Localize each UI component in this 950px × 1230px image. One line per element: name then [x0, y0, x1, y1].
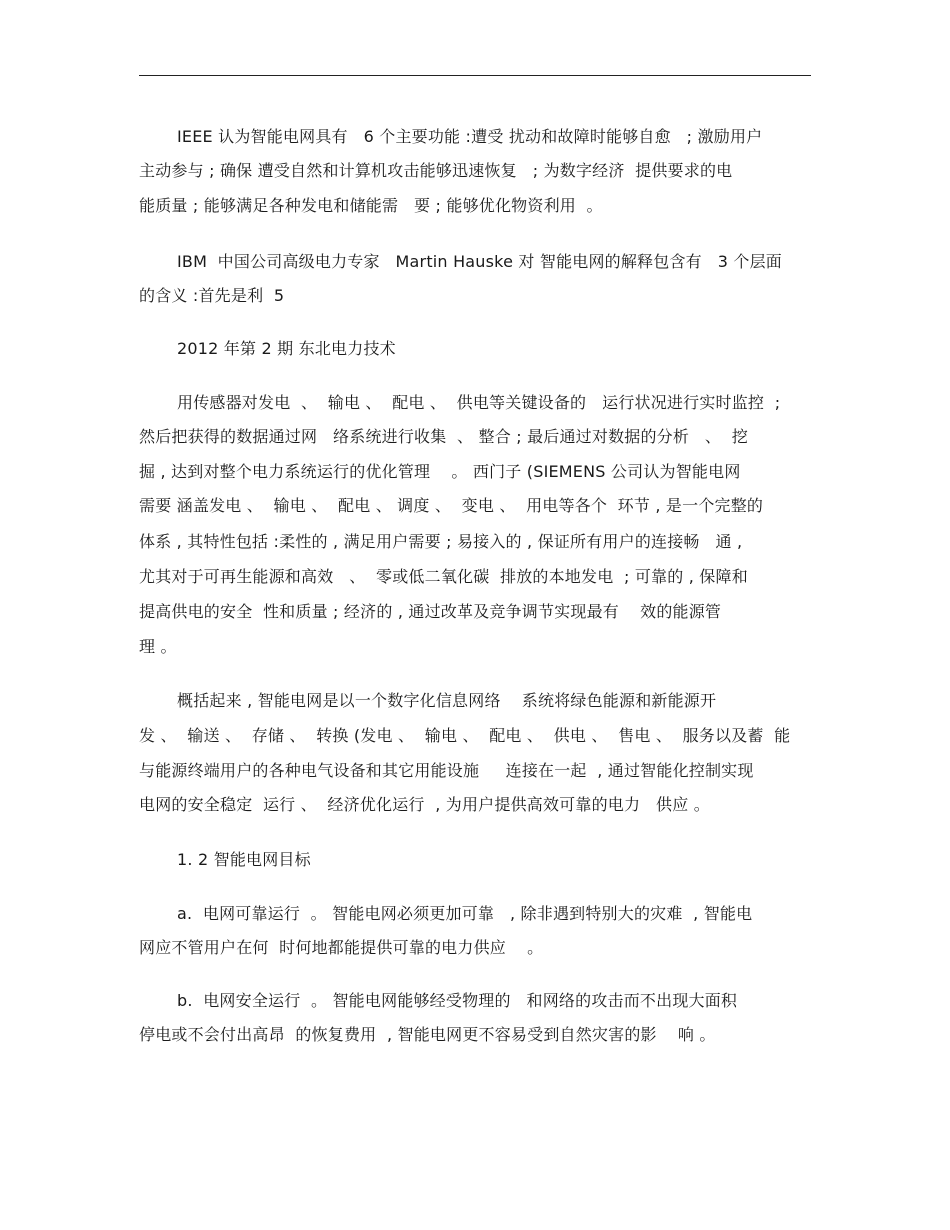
paragraph-line: 网应不管用户在何 时何地都能提供可靠的电力供应 。	[139, 938, 544, 957]
paragraph-line: 需要 涵盖发电 、 输电 、 配电 、 调度 、 变电 、 用电等各个 环节 , 是一个完整的	[139, 496, 764, 515]
paragraph-line: 2012 年第 2 期 东北电力技术	[177, 339, 396, 358]
paragraph-line: 尤其对于可再生能源和高效 、 零或低二氧化碳 排放的本地发电 ; 可靠的 , 保障和	[139, 567, 748, 586]
paragraph-line: 提高供电的安全 性和质量 ; 经济的 , 通过改革及竞争调节实现最有 效的能源管	[139, 602, 722, 621]
paragraph-line: IEEE 认为智能电网具有 6 个主要功能 :遭受 扰动和故障时能够自愈 ; 激励用户	[177, 127, 763, 146]
paragraph-line: 用传感器对发电 、 输电 、 配电 、 供电等关键设备的 运行状况进行实时监控 ;	[177, 393, 781, 412]
paragraph-line: a. 电网可靠运行 。 智能电网必须更加可靠 , 除非遇到特别大的灾难 , 智能电	[177, 904, 753, 923]
paragraph-line: 发 、 输送 、 存储 、 转换 (发电 、 输电 、 配电 、 供电 、 售电 、 服务以及蓄 能	[139, 726, 791, 745]
header-rule	[139, 75, 811, 76]
paragraph-line: 与能源终端用户的各种电气设备和其它用能设施 连接在一起 , 通过智能化控制实现	[139, 761, 754, 780]
paragraph-line: 停电或不会付出高昂 的恢复费用 , 智能电网更不容易受到自然灾害的影 响 。	[139, 1025, 716, 1044]
paragraph-line: 能质量 ; 能够满足各种发电和储能需 要 ; 能够优化物资利用 。	[139, 196, 603, 215]
paragraph-line: IBM 中国公司高级电力专家 Martin Hauske 对 智能电网的解释包含有 3 个层面	[177, 252, 783, 271]
paragraph-line: 掘 , 达到对整个电力系统运行的优化管理 。 西门子 (SIEMENS 公司认为智能电网	[139, 462, 741, 481]
paragraph-line: 概括起来 , 智能电网是以一个数字化信息网络 系统将绿色能源和新能源开	[177, 691, 717, 710]
paragraph-line: 电网的安全稳定 运行 、 经济优化运行 , 为用户提供高效可靠的电力 供应 。	[139, 795, 710, 814]
paragraph-line: 体系 , 其特性包括 :柔性的 , 满足用户需要 ; 易接入的 , 保证所有用户的连接畅 通 ,	[139, 532, 743, 551]
paragraph-line: 理 。	[139, 637, 177, 656]
paragraph-line: b. 电网安全运行 。 智能电网能够经受物理的 和网络的攻击而不出现大面积	[177, 991, 738, 1010]
paragraph-line: 主动参与 ; 确保 遭受自然和计算机攻击能够迅速恢复 ; 为数字经济 提供要求的电	[139, 161, 733, 180]
paragraph-line: 的含义 :首先是利 5	[139, 286, 285, 305]
section-heading: 1. 2 智能电网目标	[177, 850, 311, 869]
paragraph-line: 然后把获得的数据通过网 络系统进行收集 、 整合 ; 最后通过对数据的分析 、 挖	[139, 427, 748, 446]
